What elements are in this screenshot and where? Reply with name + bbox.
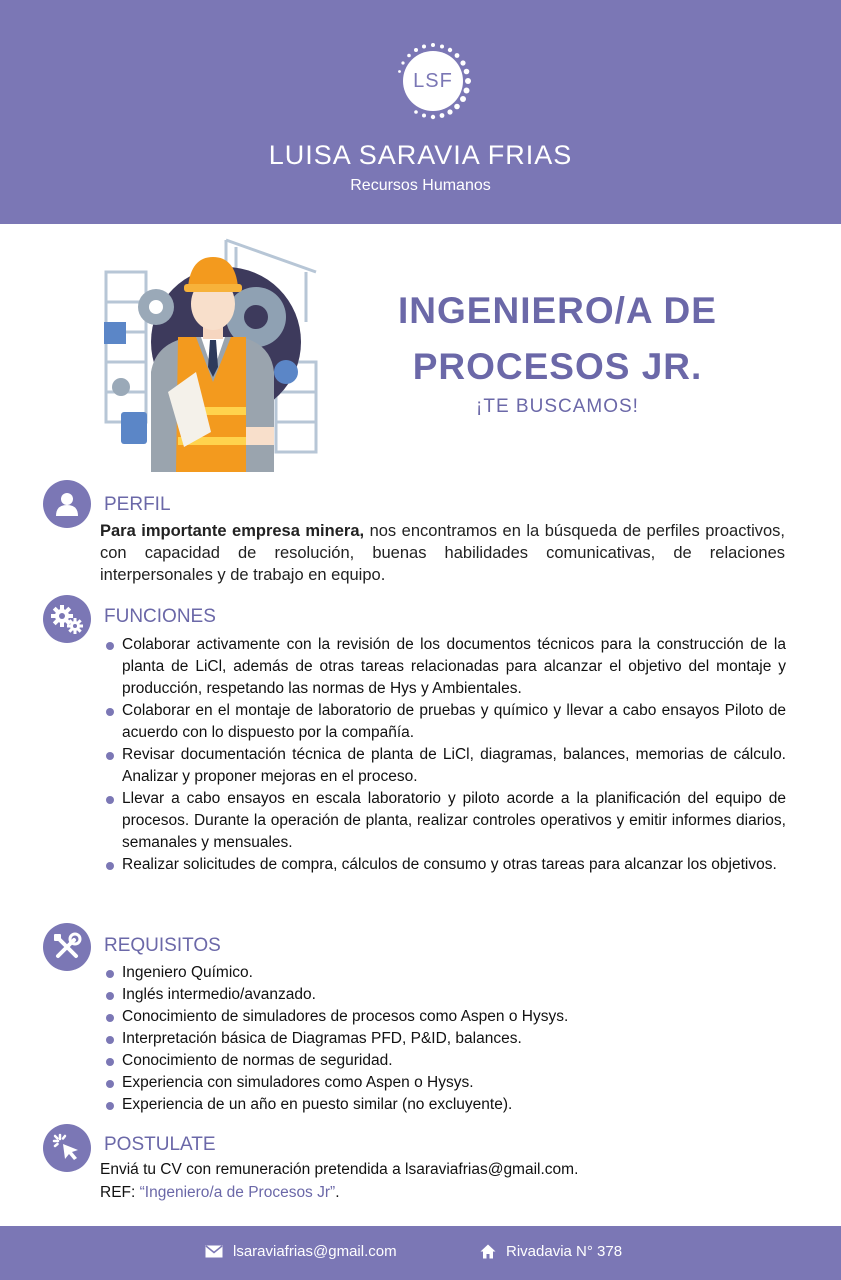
recruiter-role: Recursos Humanos <box>350 177 491 194</box>
perfil-lead: Para importante empresa minera, <box>100 522 365 540</box>
ref-value: “Ingeniero/a de Procesos Jr” <box>139 1184 336 1201</box>
recruiter-name: LUISA SARAVIA FRIAS <box>268 140 573 170</box>
tagline: ¡TE BUSCAMOS! <box>476 396 639 417</box>
list-item-text: Revisar documentación técnica de planta de LiCl, diagramas, balances, memorias de cálculo. Analizar y proponer mejoras en el proceso. <box>122 746 786 785</box>
lsf-logo <box>394 42 472 120</box>
job-title-line2: PROCESOS JR. <box>412 346 703 387</box>
list-item <box>104 1006 786 1028</box>
bullet-icon <box>106 1036 114 1044</box>
engineer-illustration <box>96 232 328 472</box>
requisitos-title: REQUISITOS <box>104 935 221 956</box>
list-item-text: Inglés intermedio/avanzado. <box>122 986 316 1003</box>
postulate-title: POSTULATE <box>104 1134 216 1155</box>
footer-bar <box>0 1226 841 1280</box>
list-item-text: Conocimiento de normas de seguridad. <box>122 1052 393 1069</box>
user-icon <box>43 480 91 528</box>
header-banner <box>0 0 841 224</box>
list-item <box>104 1050 786 1072</box>
bullet-icon <box>106 1058 114 1066</box>
list-item <box>104 1072 786 1094</box>
logo-initials: LSF <box>403 51 463 111</box>
postulate-ref <box>100 1182 340 1204</box>
job-title <box>350 283 765 395</box>
list-item <box>104 1094 786 1116</box>
envelope-icon <box>205 1245 223 1258</box>
list-item-text: Conocimiento de simuladores de procesos como Aspen o Hysys. <box>122 1008 569 1025</box>
list-item <box>104 744 786 788</box>
perfil-body: nos encontramos en la búsqueda de perfiles proactivos, con capacidad de resolución, buenas habilidades comunicativas, de relaciones interpersonales y de trabajo en equipo. <box>100 522 785 584</box>
postulate-text: Enviá tu CV con remuneración pretendida a lsaraviafrias@gmail.com. <box>100 1161 579 1178</box>
tools-icon <box>43 923 91 971</box>
bullet-icon <box>106 970 114 978</box>
bullet-icon <box>106 992 114 1000</box>
list-item <box>104 984 786 1006</box>
funciones-list <box>104 634 786 876</box>
bullet-icon <box>106 1102 114 1110</box>
ref-label: REF: <box>100 1184 140 1201</box>
list-item-text: Colaborar en el montaje de laboratorio de pruebas y químico y llevar a cabo ensayos Piloto de acuerdo con lo dispuesto por la compañía. <box>122 702 786 741</box>
ref-end: . <box>335 1184 340 1201</box>
perfil-text <box>100 520 785 586</box>
list-item <box>104 962 786 984</box>
list-item <box>104 854 786 876</box>
list-item-text: Ingeniero Químico. <box>122 964 253 981</box>
list-item-text: Llevar a cabo ensayos en escala laboratorio y piloto acorde a la planificación del equipo de procesos. Durante la operación de planta, realizar controles operativos y emitir informes diarios, semanales y mensuales. <box>122 790 786 851</box>
funciones-title: FUNCIONES <box>104 606 216 627</box>
footer-email[interactable] <box>205 1243 397 1260</box>
cursor-click-icon <box>43 1124 91 1172</box>
home-icon <box>480 1244 496 1259</box>
list-item-text: Experiencia de un año en puesto similar (no excluyente). <box>122 1096 513 1113</box>
list-item-text: Realizar solicitudes de compra, cálculos de consumo y otras tareas para alcanzar los objetivos. <box>122 856 777 873</box>
footer-address-text: Rivadavia N° 378 <box>506 1243 623 1260</box>
job-title-line1: INGENIERO/A DE <box>398 290 717 331</box>
list-item <box>104 634 786 700</box>
list-item-text: Experiencia con simuladores como Aspen o Hysys. <box>122 1074 474 1091</box>
requisitos-list <box>104 962 786 1116</box>
bullet-icon <box>106 796 114 804</box>
bullet-icon <box>106 752 114 760</box>
footer-email-text: lsaraviafrias@gmail.com <box>233 1243 397 1260</box>
list-item <box>104 700 786 744</box>
bullet-icon <box>106 642 114 650</box>
list-item-text: Interpretación básica de Diagramas PFD, P&ID, balances. <box>122 1030 522 1047</box>
bullet-icon <box>106 708 114 716</box>
perfil-title: PERFIL <box>104 494 171 515</box>
bullet-icon <box>106 862 114 870</box>
list-item <box>104 1028 786 1050</box>
list-item-text: Colaborar activamente con la revisión de los documentos técnicos para la construcción de la planta de LiCl, además de otras tareas relacionadas para alcanzar el objetivo del montaje y producción, respetando las normas de Hys y Ambientales. <box>122 636 786 697</box>
gears-icon <box>43 595 91 643</box>
bullet-icon <box>106 1014 114 1022</box>
list-item <box>104 788 786 854</box>
footer-address <box>480 1243 622 1260</box>
bullet-icon <box>106 1080 114 1088</box>
